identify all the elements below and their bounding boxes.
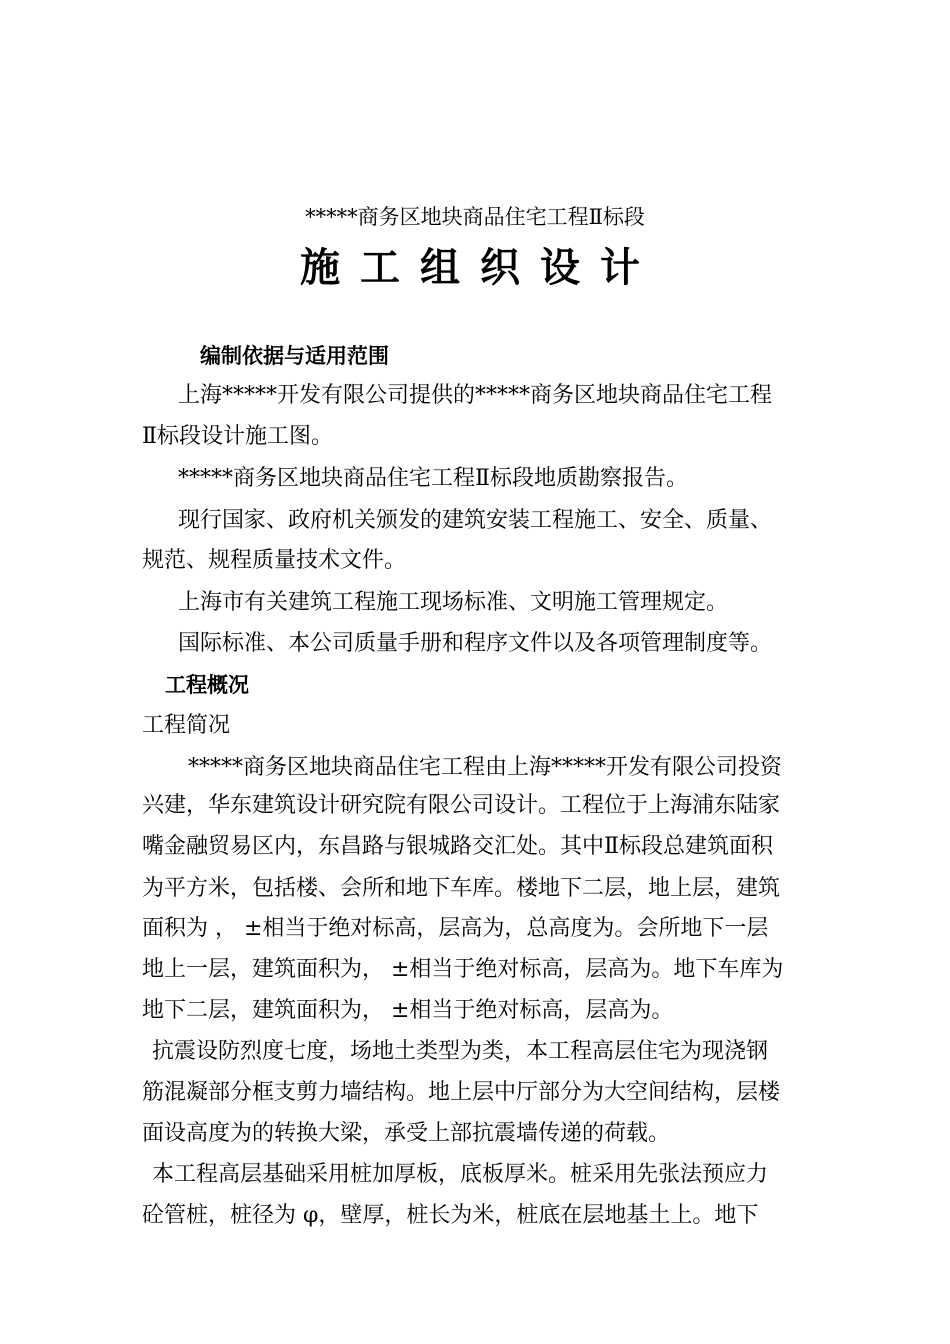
- paragraph-line: Ⅱ标段设计施工图。: [142, 424, 333, 449]
- paragraph-line: 嘴金融贸易区内，东昌路与银城路交汇处。其中Ⅱ标段总建筑面积: [142, 834, 773, 859]
- paragraph-line: *****商务区地块商品住宅工程由上海*****开发有限公司投资: [188, 755, 783, 780]
- document-title: 施工组织设计: [300, 245, 660, 291]
- paragraph-line: *****商务区地块商品住宅工程Ⅱ标段地质勘察报告。: [178, 466, 688, 491]
- paragraph-line: 规范、规程质量技术文件。: [142, 548, 407, 573]
- paragraph-line: 面设高度为的转换大梁，承受上部抗震墙传递的荷载。: [142, 1121, 671, 1146]
- paragraph-line: 国际标准、本公司质量手册和程序文件以及各项管理制度等。: [178, 631, 773, 656]
- paragraph-line: 本工程高层基础采用桩加厚板，底板厚米。桩采用先张法预应力: [152, 1162, 769, 1187]
- paragraph-line: 兴建，华东建筑设计研究院有限公司设计。工程位于上海浦东陆家: [142, 793, 781, 818]
- paragraph-line: 地上一层，建筑面积为， ±相当于绝对标高，层高为。地下车库为: [142, 957, 784, 982]
- paragraph-line: 上海市有关建筑工程施工现场标准、文明施工管理规定。: [178, 590, 729, 615]
- paragraph-line: 砼管桩，桩径为 φ，壁厚，桩长为米，桩底在层地基土上。地下: [142, 1203, 759, 1228]
- document-subtitle: *****商务区地块商品住宅工程Ⅱ标段: [305, 205, 645, 229]
- paragraph-line: 上海*****开发有限公司提供的*****商务区地块商品住宅工程: [178, 383, 773, 408]
- paragraph-line: 抗震设防烈度七度，场地土类型为类，本工程高层住宅为现浇钢: [152, 1039, 769, 1064]
- paragraph-line: 地下二层，建筑面积为， ±相当于绝对标高，层高为。: [142, 998, 674, 1023]
- paragraph-line: 现行国家、政府机关颁发的建筑安装工程施工、安全、质量、: [178, 508, 773, 533]
- paragraph-line: 面积为 ， ±相当于绝对标高，层高为，总高度为。会所地下一层: [142, 916, 769, 941]
- section-subheading: 工程简况: [142, 713, 231, 738]
- paragraph-line: 为平方米，包括楼、会所和地下车库。楼地下二层，地上层，建筑: [142, 876, 781, 901]
- section-heading-basis: 编制依据与适用范围: [200, 344, 389, 368]
- paragraph-line: 筋混凝部分框支剪力墙结构。地上层中厅部分为大空间结构，层楼: [142, 1080, 781, 1105]
- section-heading-overview: 工程概况: [165, 673, 249, 697]
